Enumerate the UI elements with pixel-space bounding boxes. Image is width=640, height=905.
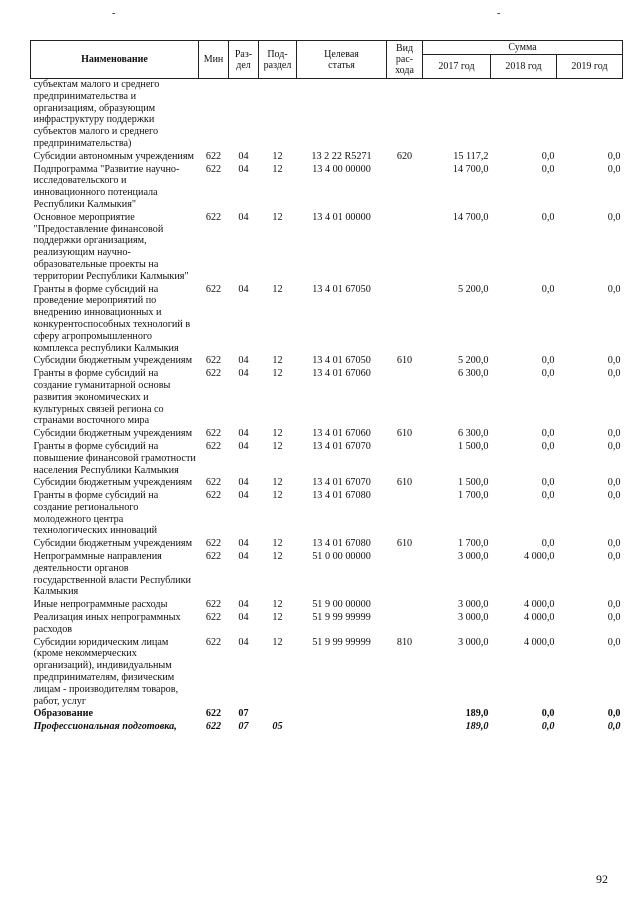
cell-razdel: 07: [238, 708, 249, 720]
cell-podrazdel: 12: [272, 211, 283, 223]
table-row: [31, 151, 623, 164]
table-row: [31, 355, 623, 368]
cell-name: Иные непрограммные расходы: [33, 599, 168, 611]
cell-2019: 0,0: [607, 211, 621, 223]
cell-2018: 0,0: [541, 368, 555, 380]
cell-min: 622: [205, 477, 222, 489]
cell-2018: 0,0: [541, 708, 555, 720]
cell-min: 622: [205, 163, 222, 175]
cell-2019: 0,0: [607, 440, 621, 452]
cell-razdel: 04: [238, 368, 249, 380]
cell-2019: 0,0: [607, 599, 621, 611]
cell-2018: 4 000,0: [523, 636, 555, 648]
cell-razdel: 04: [238, 283, 249, 295]
cell-statya: 51 9 99 99999: [312, 636, 371, 648]
cell-2019: 0,0: [607, 708, 621, 720]
cell-2019: 0,0: [607, 163, 621, 175]
cell-2017: 6 300,0: [457, 428, 489, 440]
cell-podrazdel: 12: [272, 368, 283, 380]
cell-min: 622: [205, 612, 222, 624]
cell-2017: 3 000,0: [457, 599, 489, 611]
cell-vid: [387, 599, 423, 612]
cell-vid: [387, 441, 423, 477]
cell-statya: 13 4 01 67060: [312, 368, 371, 380]
cell-vid: [387, 284, 423, 356]
cell-2017: 3 000,0: [457, 551, 489, 563]
cell-statya: [297, 79, 387, 151]
cell-vid: 610: [396, 428, 413, 440]
cell-min: 622: [205, 708, 222, 720]
cell-podrazdel: 12: [272, 538, 283, 550]
table-row: [31, 441, 623, 477]
cell-podrazdel: 12: [272, 612, 283, 624]
cell-2018: 0,0: [541, 163, 555, 175]
cell-razdel: 04: [238, 538, 249, 550]
cell-min: 622: [205, 150, 222, 162]
top-mark-left: -: [112, 8, 116, 19]
cell-podrazdel: 12: [272, 551, 283, 563]
cell-statya: [297, 708, 387, 721]
cell-2018: 0,0: [541, 150, 555, 162]
cell-razdel: 04: [238, 551, 249, 563]
cell-razdel: 04: [238, 211, 249, 223]
cell-2017: 189,0: [465, 721, 489, 733]
cell-razdel: [229, 79, 259, 151]
header-2018: 2018 год: [491, 55, 557, 79]
header-2017: 2017 год: [423, 55, 491, 79]
table-row: [31, 721, 623, 734]
cell-2018: 0,0: [541, 490, 555, 502]
table-row: [31, 599, 623, 612]
cell-razdel: 04: [238, 612, 249, 624]
table-row: [31, 428, 623, 441]
cell-2017: [423, 79, 491, 151]
cell-razdel: 04: [238, 163, 249, 175]
cell-statya: 13 4 01 67050: [312, 355, 371, 367]
table-row: [31, 538, 623, 551]
table-row: [31, 708, 623, 721]
cell-vid: [387, 490, 423, 538]
table-row: [31, 612, 623, 637]
cell-podrazdel: 12: [272, 150, 283, 162]
cell-2017: 15 117,2: [453, 150, 489, 162]
cell-2018: 0,0: [541, 283, 555, 295]
cell-vid: [387, 212, 423, 284]
cell-2019: 0,0: [607, 150, 621, 162]
cell-vid: 810: [396, 636, 413, 648]
cell-razdel: 04: [238, 490, 249, 502]
cell-name: Непрограммные направления деятельности органов государственной власти Республики Калмыкия: [33, 551, 192, 598]
cell-statya: [297, 721, 387, 734]
cell-2017: 5 200,0: [457, 283, 489, 295]
cell-vid: [387, 79, 423, 151]
cell-min: 622: [205, 538, 222, 550]
cell-2017: 1 500,0: [457, 477, 489, 489]
cell-vid: [387, 368, 423, 428]
cell-statya: 13 4 01 67050: [312, 283, 371, 295]
cell-2019: 0,0: [607, 612, 621, 624]
table-row: [31, 368, 623, 428]
cell-2017: 3 000,0: [457, 636, 489, 648]
cell-2018: 4 000,0: [523, 612, 555, 624]
cell-min: 622: [205, 283, 222, 295]
budget-table: [30, 40, 623, 734]
cell-podrazdel: [259, 708, 297, 721]
cell-2017: 3 000,0: [457, 612, 489, 624]
table-row: [31, 284, 623, 356]
cell-2018: 0,0: [541, 440, 555, 452]
cell-podrazdel: 12: [272, 599, 283, 611]
cell-razdel: 04: [238, 477, 249, 489]
cell-vid: 620: [396, 150, 413, 162]
cell-statya: 51 9 00 00000: [312, 599, 371, 611]
cell-vid: [387, 721, 423, 734]
cell-min: 622: [205, 355, 222, 367]
cell-2019: 0,0: [607, 721, 621, 733]
cell-razdel: 04: [238, 440, 249, 452]
cell-2019: 0,0: [607, 538, 621, 550]
header-2019: 2019 год: [557, 55, 623, 79]
table-header: [31, 41, 623, 79]
cell-2017: 14 700,0: [452, 163, 489, 175]
cell-razdel: 04: [238, 599, 249, 611]
cell-podrazdel: 12: [272, 440, 283, 452]
table-row: [31, 164, 623, 212]
cell-min: 622: [205, 211, 222, 223]
cell-2019: 0,0: [607, 283, 621, 295]
table-row: [31, 551, 623, 599]
cell-min: 622: [205, 599, 222, 611]
cell-2019: 0,0: [607, 551, 621, 563]
cell-name: субъектам малого и среднего предпринимательства и организациям, образующим инфраструктуру поддержки субъектов малого и среднего предпринимательства): [33, 79, 160, 149]
cell-min: 622: [205, 636, 222, 648]
cell-name: Гранты в форме субсидий на повышение финансовой грамотности населения Республики Калмыкия: [33, 440, 196, 476]
cell-name: Субсидии бюджетным учреждениям: [33, 428, 193, 440]
cell-name: Субсидии автономным учреждениям: [33, 150, 194, 162]
table-row: [31, 79, 623, 151]
cell-min: 622: [205, 490, 222, 502]
cell-2019: [557, 79, 623, 151]
cell-name: Профессиональная подготовка,: [33, 721, 177, 733]
cell-podrazdel: 12: [272, 490, 283, 502]
cell-razdel: 04: [238, 150, 249, 162]
cell-2018: 0,0: [541, 428, 555, 440]
header-podrazdel: Под- раздел: [259, 41, 297, 79]
cell-min: 622: [205, 368, 222, 380]
header-name: Наименование: [31, 41, 199, 79]
cell-2019: 0,0: [607, 428, 621, 440]
cell-2017: 6 300,0: [457, 368, 489, 380]
cell-podrazdel: [259, 79, 297, 151]
cell-vid: [387, 164, 423, 212]
cell-name: Субсидии бюджетным учреждениям: [33, 538, 193, 550]
page-number: 92: [596, 872, 608, 886]
cell-name: Подпрограмма "Развитие научно-исследовательского и инновационного потенциала Республики Калмыкия": [33, 163, 180, 210]
cell-podrazdel: 12: [272, 477, 283, 489]
cell-2018: 0,0: [541, 538, 555, 550]
cell-2018: 0,0: [541, 355, 555, 367]
header-statya: Целевая статья: [297, 41, 387, 79]
cell-2018: 0,0: [541, 211, 555, 223]
cell-min: 622: [205, 551, 222, 563]
cell-2018: 0,0: [541, 721, 555, 733]
cell-2018: 4 000,0: [523, 551, 555, 563]
cell-2017: 1 500,0: [457, 440, 489, 452]
cell-2019: 0,0: [607, 477, 621, 489]
table-row: [31, 477, 623, 490]
table-row: [31, 490, 623, 538]
table-row: [31, 637, 623, 709]
cell-podrazdel: 12: [272, 355, 283, 367]
cell-name: Образование: [33, 708, 94, 720]
header-summa: Сумма: [423, 41, 623, 55]
cell-razdel: 04: [238, 428, 249, 440]
cell-min: 622: [205, 428, 222, 440]
cell-podrazdel: 05: [272, 721, 283, 733]
cell-razdel: 04: [238, 636, 249, 648]
cell-statya: 51 9 99 99999: [312, 612, 371, 624]
cell-2019: 0,0: [607, 355, 621, 367]
cell-2017: 1 700,0: [457, 490, 489, 502]
cell-name: Гранты в форме субсидий на проведение мероприятий по внедрению инновационных и конкурентоспособных технологий в сферу агропромышленного комплекса республики Калмыкия: [33, 283, 191, 354]
cell-2017: 189,0: [465, 708, 489, 720]
cell-name: Гранты в форме субсидий на создание регионального молодежного центра технологических инноваций: [33, 490, 159, 537]
header-min: Мин: [199, 41, 229, 79]
cell-2017: 14 700,0: [452, 211, 489, 223]
table-body: [31, 79, 623, 735]
cell-2019: 0,0: [607, 490, 621, 502]
cell-vid: [387, 551, 423, 599]
cell-statya: 51 0 00 00000: [312, 551, 371, 563]
cell-statya: 13 2 22 R5271: [311, 150, 372, 162]
cell-vid: 610: [396, 477, 413, 489]
cell-razdel: 04: [238, 355, 249, 367]
cell-min: 622: [205, 721, 222, 733]
cell-podrazdel: 12: [272, 428, 283, 440]
cell-vid: [387, 708, 423, 721]
table-row: [31, 212, 623, 284]
cell-2019: 0,0: [607, 368, 621, 380]
cell-min: [199, 79, 229, 151]
cell-2018: 0,0: [541, 477, 555, 489]
cell-2017: 5 200,0: [457, 355, 489, 367]
cell-2019: 0,0: [607, 636, 621, 648]
cell-razdel: 07: [238, 721, 249, 733]
cell-2017: 1 700,0: [457, 538, 489, 550]
cell-vid: 610: [396, 538, 413, 550]
cell-statya: 13 4 01 00000: [312, 211, 371, 223]
cell-statya: 13 4 01 67080: [312, 538, 371, 550]
cell-vid: [387, 612, 423, 637]
cell-statya: 13 4 01 67080: [312, 490, 371, 502]
cell-name: Субсидии бюджетным учреждениям: [33, 477, 193, 489]
cell-name: Основное мероприятие "Предоставление финансовой поддержки организациям, реализующим научно-образовательные проекты на территории Республики Калмыкия": [33, 211, 189, 282]
header-vid: Вид рас- хода: [387, 41, 423, 79]
header-razdel: Раз- дел: [229, 41, 259, 79]
cell-vid: 610: [396, 355, 413, 367]
cell-name: Гранты в форме субсидий на создание гуманитарной основы развития экономических и культурных связей региона со странами восточного мира: [33, 368, 171, 427]
cell-podrazdel: 12: [272, 283, 283, 295]
cell-name: Субсидии бюджетным учреждениям: [33, 355, 193, 367]
cell-statya: 13 4 00 00000: [312, 163, 371, 175]
cell-name: Субсидии юридическим лицам (кроме некоммерческих организаций), индивидуальным предпринимателям, физическим лицам - производителям товаров, работ, услуг: [33, 636, 179, 707]
cell-statya: 13 4 01 67070: [312, 477, 371, 489]
top-mark-right: -: [497, 8, 501, 19]
cell-statya: 13 4 01 67060: [312, 428, 371, 440]
cell-podrazdel: 12: [272, 636, 283, 648]
cell-2018: 4 000,0: [523, 599, 555, 611]
cell-min: 622: [205, 440, 222, 452]
cell-name: Реализация иных непрограммных расходов: [33, 612, 181, 635]
cell-statya: 13 4 01 67070: [312, 440, 371, 452]
cell-podrazdel: 12: [272, 163, 283, 175]
cell-2018: [491, 79, 557, 151]
